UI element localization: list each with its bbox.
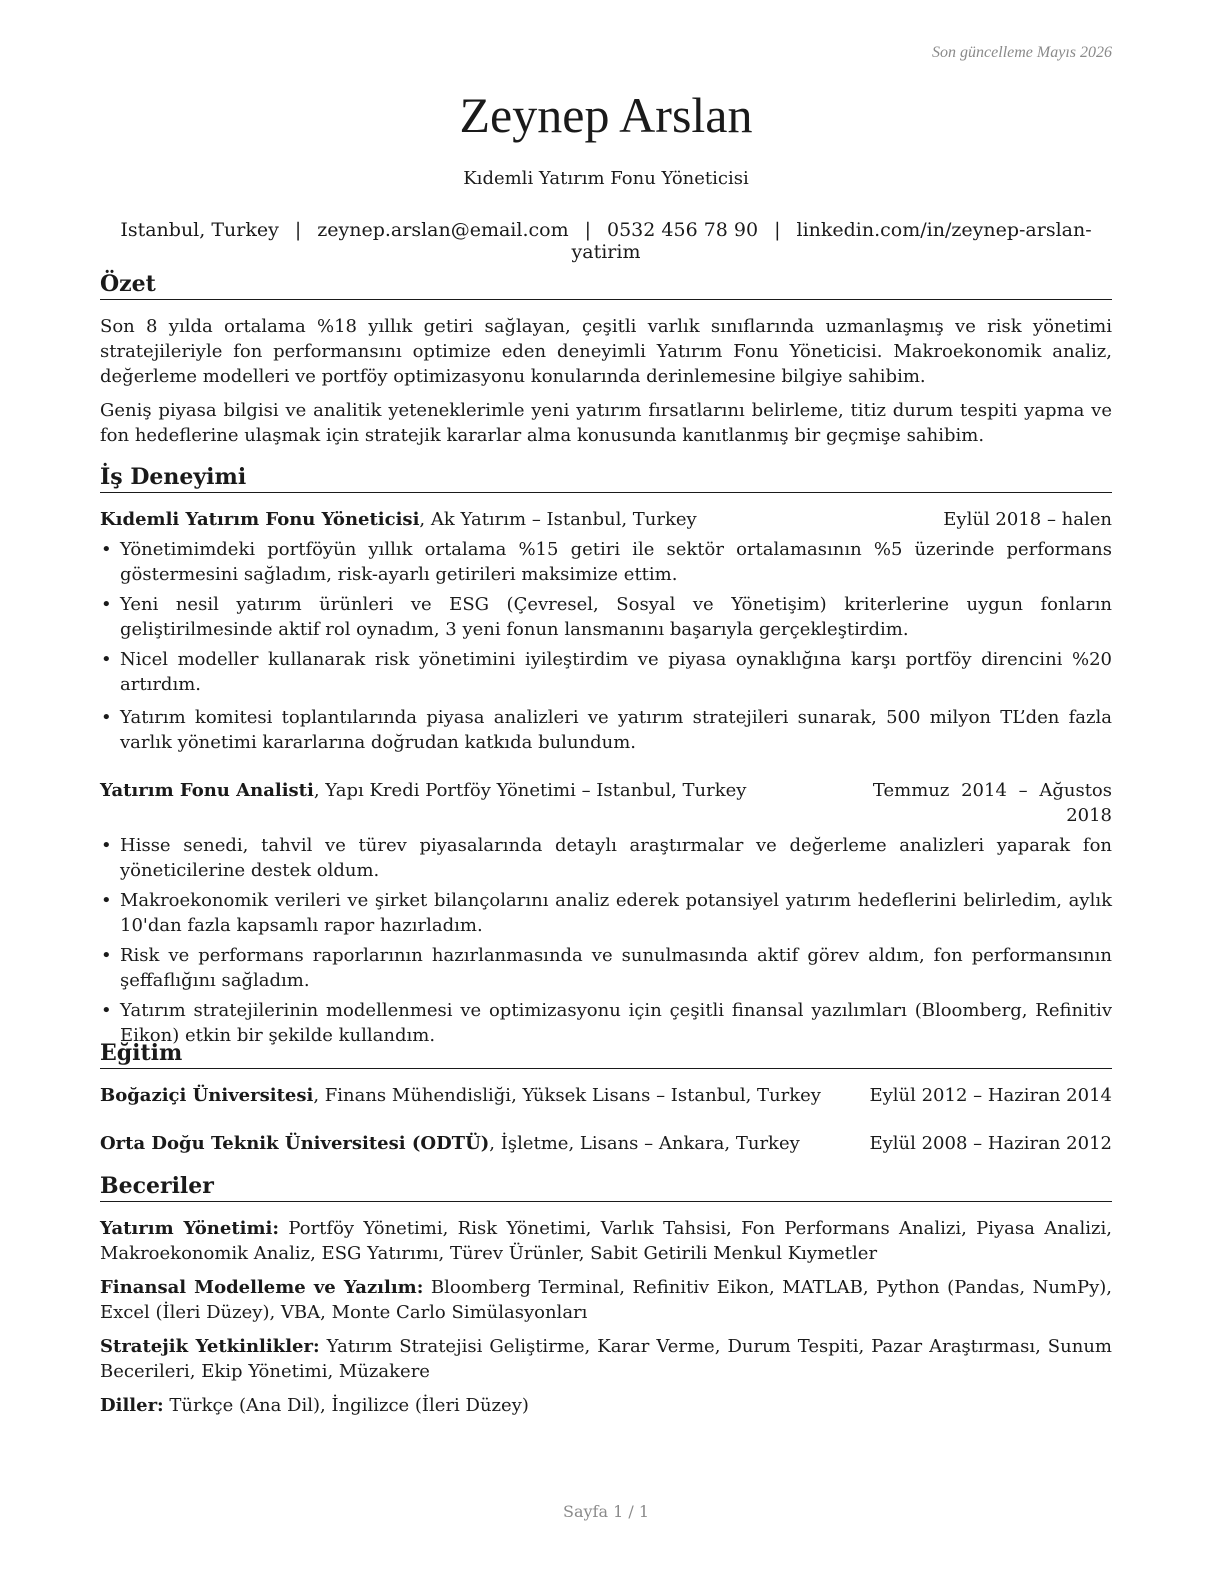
experience-section: [100, 463, 1112, 1048]
skill-line: [100, 1334, 1112, 1384]
skill-label: Diller:: [100, 1395, 164, 1416]
job-dates: [873, 778, 1112, 828]
education-heading: Eğitim: [100, 1039, 1112, 1069]
education-dates: Eylül 2012 – Haziran 2014: [869, 1085, 1112, 1106]
job-org: , Yapı Kredi Portföy Yönetimi – Istanbul, Turkey: [313, 780, 747, 801]
summary-heading: Özet: [100, 270, 1112, 300]
resume-page: [100, 0, 1112, 1584]
education-school: Boğaziçi Üniversitesi: [100, 1085, 314, 1106]
skill-line: [100, 1275, 1112, 1325]
skill-text: Portföy Yönetimi, Risk Yönetimi, Varlık Tahsisi, Fon Performans Analizi, Piyasa Analizi, Makroekonomik Analiz, ESG Yatırımı, Türev Ürünler, Sabit Getirili Menkul Kıymetler: [100, 1218, 1112, 1264]
job-dates: Eylül 2018 – halen: [943, 509, 1112, 530]
summary-paragraph: Son 8 yılda ortalama %18 yıllık getiri sağlayan, çeşitli varlık sınıflarında uzmanlaşmış ve risk yönetimi stratejileriyle fon performansını optimize eden deneyimli Yatırım Fonu Yöneticisi. Makroekonomik analiz, değerleme modelleri ve portföy optimizasyonu konularında derinlemesine bilgiye sahibim.: [100, 316, 1112, 387]
skill-text: Yatırım Stratejisi Geliştirme, Karar Verme, Durum Tespiti, Pazar Araştırması, Sunum Becerileri, Ekip Yönetimi, Müzakere: [100, 1336, 1112, 1382]
job-bullet: • Yönetimimdeki portföyün yıllık ortalama %15 getiri ile sektör ortalamasının %5 üzerinde performans göstermesini sağladım, risk-ayarlı getirileri maksimize ettim.: [100, 537, 1112, 587]
job-header: [100, 778, 1112, 828]
job-dates-line: 2018: [1066, 805, 1112, 826]
education-dates: Eylül 2008 – Haziran 2012: [869, 1133, 1112, 1154]
job-bullet: • Yeni nesil yatırım ürünleri ve ESG (Çevresel, Sosyal ve Yönetişim) kriterlerine uygun fonların geliştirilmesinde aktif rol oynadım, 3 yeni fonun lansmanını başarıyla gerçekleştirdim.: [100, 592, 1112, 642]
skill-line: [100, 1216, 1112, 1266]
page-number: Sayfa 1 / 1: [562, 1502, 649, 1521]
skill-text: Bloomberg Terminal, Refinitiv Eikon, MATLAB, Python (Pandas, NumPy), Excel (İleri Düzey), VBA, Monte Carlo Simülasyonları: [100, 1277, 1113, 1323]
job-header: [100, 507, 1112, 532]
candidate-name: Zeynep Arslan: [459, 87, 753, 143]
contact-separator: |: [294, 219, 302, 241]
job-role: Yatırım Fonu Analisti: [100, 780, 314, 801]
contact-line: [100, 219, 1112, 263]
job-bullets: [100, 537, 1112, 755]
last-updated: Son güncelleme Mayıs 2026: [932, 44, 1112, 61]
education-school: Orta Doğu Teknik Üniversitesi (ODTÜ): [100, 1133, 490, 1154]
skills-section: [100, 1172, 1112, 1418]
contact-linkedin[interactable]: linkedin.com/in/zeynep-arslan-yatirim: [571, 219, 1092, 263]
contact-location: Istanbul, Turkey: [120, 219, 279, 241]
experience-heading: İş Deneyimi: [100, 463, 1112, 493]
contact-separator: |: [584, 219, 591, 241]
job-bullet: • Hisse senedi, tahvil ve türev piyasalarında detaylı araştırmalar ve değerleme analizleri yaparak fon yöneticilerine destek oldum.: [100, 833, 1112, 883]
skill-label: Yatırım Yönetimi:: [100, 1218, 280, 1239]
education-item: [100, 1083, 1112, 1108]
education-item: [100, 1131, 1112, 1156]
education-section: [100, 1039, 1112, 1156]
job-org: , Ak Yatırım – Istanbul, Turkey: [419, 509, 697, 530]
contact-separator: |: [774, 219, 781, 241]
job-bullet: • Nicel modeller kullanarak risk yönetimini iyileştirdim ve piyasa oynaklığına karşı portföy direncini %20 artırdım.: [100, 647, 1112, 697]
skill-label: Stratejik Yetkinlikler:: [100, 1336, 320, 1357]
skills-heading: Beceriler: [100, 1172, 1112, 1202]
skill-text: Türkçe (Ana Dil), İngilizce (İleri Düzey): [163, 1395, 529, 1416]
job-bullet: • Yatırım komitesi toplantılarında piyasa analizleri ve yatırım stratejileri sunarak, 500 milyon TL’den fazla varlık yönetimi kararlarına doğrudan katkıda bulundum.: [100, 705, 1112, 755]
job-bullet: • Risk ve performans raporlarının hazırlanmasında ve sunulmasında aktif görev aldım, fon performansının şeffaflığını sağladım.: [100, 943, 1112, 993]
education-detail: , Finans Mühendisliği, Yüksek Lisans – Istanbul, Turkey: [313, 1085, 821, 1106]
job-bullet: • Yatırım stratejilerinin modellenmesi ve optimizasyonu için çeşitli finansal yazılımları (Bloomberg, Refinitiv Eikon) etkin bir şekilde kullandım.: [100, 998, 1112, 1048]
contact-email[interactable]: zeynep.arslan@email.com: [317, 219, 569, 241]
education-detail: , İşletme, Lisans – Ankara, Turkey: [489, 1133, 800, 1154]
job-bullet: • Makroekonomik verileri ve şirket bilançolarını analiz ederek potansiyel yatırım hedeflerini belirledim, aylık 10'dan fazla kapsamlı rapor hazırladım.: [100, 888, 1112, 938]
job-dates-line: Temmuz 2014 – Ağustos: [872, 780, 1112, 801]
job-bullets: [100, 833, 1112, 1048]
skill-label: Finansal Modelleme ve Yazılım:: [100, 1277, 424, 1298]
summary-paragraph: Geniş piyasa bilgisi ve analitik yeteneklerimle yeni yatırım fırsatlarını belirleme, titiz durum tespiti yapma ve fon hedeflerine ulaşmak için stratejik kararlar alma konusunda kanıtlanmış bir geçmişe sahibim.: [100, 400, 1112, 446]
job-role: Kıdemli Yatırım Fonu Yöneticisi: [100, 509, 420, 530]
contact-phone: 0532 456 78 90: [607, 219, 759, 241]
summary-section: [100, 270, 1112, 448]
job-title: Kıdemli Yatırım Fonu Yöneticisi: [463, 168, 749, 189]
skill-line: [100, 1393, 1112, 1418]
